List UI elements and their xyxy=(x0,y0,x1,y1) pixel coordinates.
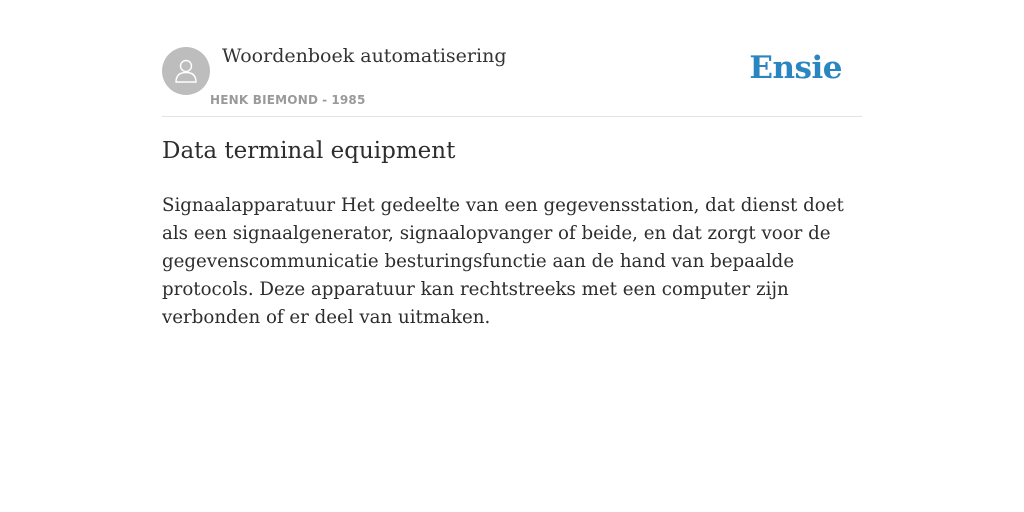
author-name[interactable]: HENK BIEMOND xyxy=(210,93,319,107)
author-avatar[interactable] xyxy=(162,47,210,95)
entry-header xyxy=(162,0,862,117)
entry-definition: Signaalapparatuur Het gedeelte van een gegevensstation, dat dienst doet als een signaalgenerator, signaalopvanger of beide, en dat zorgt voor de gegevenscommunicatie besturingsfunctie aan de hand van bepaalde protocols. Deze apparatuur kan rechtstreeks met een computer zijn verbonden of er deel van uitmaken. xyxy=(162,195,844,328)
author-separator: - xyxy=(322,93,328,107)
ensie-logo[interactable]: Ensie xyxy=(749,50,842,86)
book-title[interactable]: Woordenboek automatisering xyxy=(222,45,507,67)
entry-term: Data terminal equipment xyxy=(162,138,456,164)
entry-card xyxy=(162,0,862,328)
user-icon xyxy=(171,56,201,86)
publication-year: 1985 xyxy=(331,93,366,107)
author-line xyxy=(210,93,366,107)
